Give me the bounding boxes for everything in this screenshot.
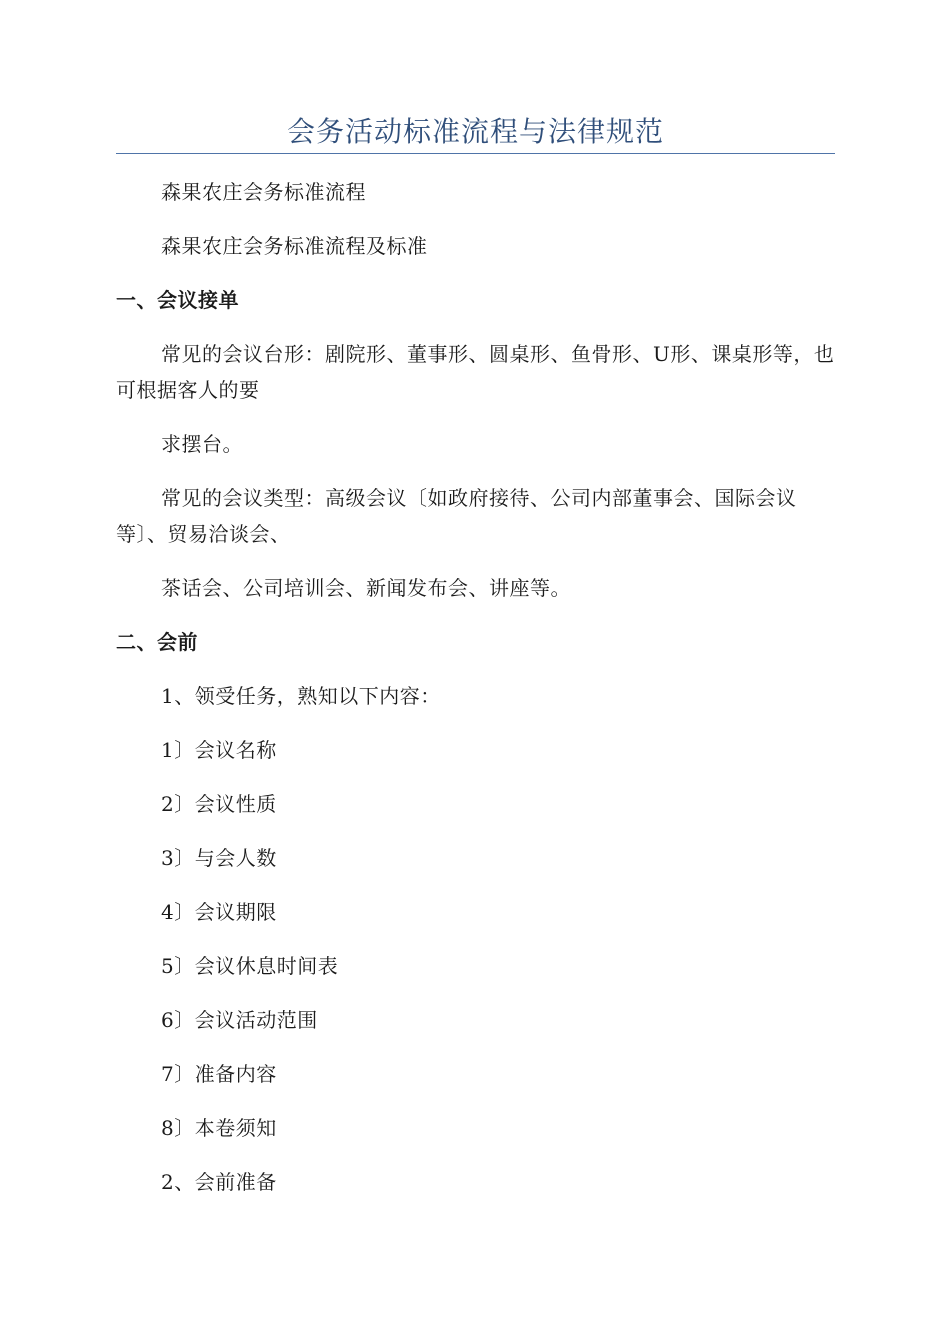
list-item: 1〕会议名称: [161, 738, 277, 762]
paragraph: 1、领受任务，熟知以下内容：: [161, 684, 441, 708]
document-page: [116, 112, 835, 1200]
paragraph: 茶话会、公司培训会、新闻发布会、讲座等。: [161, 576, 571, 600]
section-heading: 一、会议接单: [116, 288, 239, 312]
list-item: 6〕会议活动范围: [161, 1008, 318, 1032]
document-title: 会务活动标准流程与法律规范: [286, 115, 664, 148]
list-item: 7〕准备内容: [161, 1062, 277, 1086]
section-heading: 二、会前: [116, 630, 198, 654]
list-item: 3〕与会人数: [161, 846, 277, 870]
paragraph: 森果农庄会务标准流程及标准: [161, 234, 428, 258]
paragraph: 常见的会议台形：剧院形、董事形、圆桌形、鱼骨形、U形、课桌形等，也可根据客人的要: [116, 342, 835, 402]
list-item: 8〕本卷须知: [161, 1116, 277, 1140]
list-item: 5〕会议休息时间表: [161, 954, 339, 978]
paragraph: 森果农庄会务标准流程: [161, 180, 366, 204]
paragraph: 求摆台。: [161, 432, 243, 456]
paragraph: 2、会前准备: [161, 1170, 277, 1194]
paragraph: 常见的会议类型：高级会议〔如政府接待、公司内部董事会、国际会议等〕、贸易洽谈会、: [116, 486, 797, 546]
list-item: 4〕会议期限: [161, 900, 277, 924]
list-item: 2〕会议性质: [161, 792, 277, 816]
